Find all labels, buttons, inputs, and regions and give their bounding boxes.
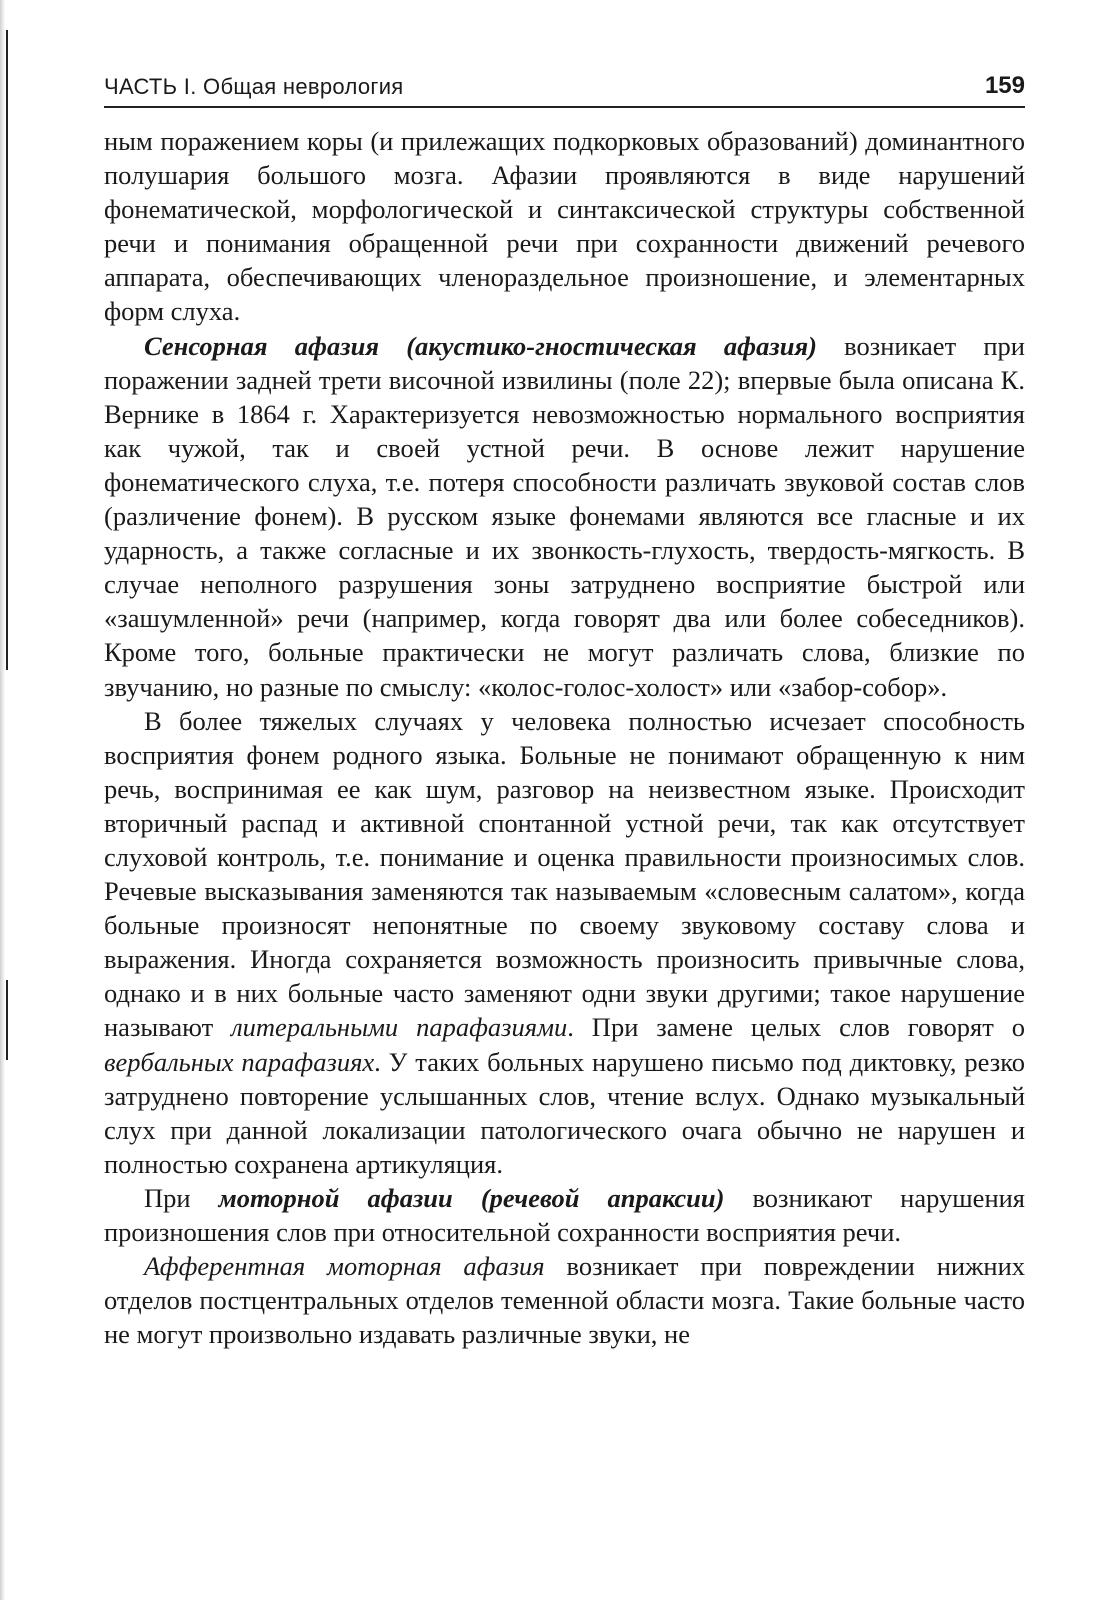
- scan-margin-line: [6, 30, 8, 670]
- term-sensory-aphasia: Сенсорная афазия (акустико-гностическая афазия): [144, 330, 817, 361]
- page-body: [104, 124, 1025, 1351]
- paragraph-continuation: [104, 124, 1025, 329]
- paragraph-afferent-motor-aphasia: [104, 1249, 1025, 1351]
- running-header: [104, 70, 1025, 108]
- header-title: ЧАСТЬ I. Общая неврология: [104, 74, 404, 99]
- paragraph-severe-cases: [104, 704, 1025, 1181]
- page-edge-shadow: [0, 0, 5, 1600]
- paragraph-text: При: [144, 1182, 219, 1213]
- paragraph-text: возникают нарушения произношения слов при относительной сохранности восприятия речи.: [104, 1182, 1025, 1247]
- paragraph-text: возникает при повреждении нижних отделов постцентральных отделов теменной области мозга. Такие больные часто не могут произвольно издавать различные звуки, не: [104, 1251, 1026, 1350]
- paragraph-text: ным поражением коры (и прилежащих подкорковых образований) доминантного полушария большого мозга. Афазии проявляются в виде нарушений фонематической, морфологической и синтаксической структуры собственной речи и понимания обращенной речи при сохранности движений речевого аппарата, обеспечивающих членораздельное произношение, и элементарных форм слуха.: [104, 126, 1025, 327]
- paragraph-text: возникает при поражении задней трети височной извилины (поле 22); впервые была описана К. Вернике в 1864 г. Характеризуется невозможностью нормального восприятия как чужой, так и своей устной речи. В основе лежит нарушение фонематического слуха, т.е. потеря способности различать звуковой состав слов (различение фонем). В русском языке фонемами являются все гласные и их ударность, а также согласные и их звонкость-глухость, твердость-мягкость. В случае неполного разрушения зоны затруднено восприятие быстрой или «зашумленной» речи (например, когда говорят два или более собеседников). Кроме того, больные практически не могут различать слова, близкие по звучанию, но разные по смыслу: «колос-голос-холост» или «забор-собор».: [104, 330, 1025, 702]
- term-literal-paraphasia: литеральными парафазиями: [231, 1012, 568, 1043]
- term-verbal-paraphasia: вербальных парафазиях: [104, 1046, 375, 1077]
- term-afferent-motor-aphasia: Афферентная моторная афазия: [144, 1251, 545, 1282]
- paragraph-sensory-aphasia: [104, 329, 1025, 704]
- paragraph-text: . У таких больных нарушено письмо под диктовку, резко затруднено повторение услышанных слов, чтение вслух. Однако музыкальный слух при данной локализации патологического очага обычно не нарушен и полностью сохранена артикуляция.: [104, 1046, 1025, 1179]
- paragraph-motor-aphasia: [104, 1181, 1025, 1249]
- scan-margin-line-lower: [6, 980, 8, 1060]
- term-motor-aphasia: моторной афазии (речевой апраксии): [218, 1182, 725, 1213]
- page-number: 159: [984, 72, 1025, 99]
- paragraph-text: . При замене целых слов говорят о: [567, 1012, 1025, 1043]
- paragraph-text: В более тяжелых случаях у человека полностью исчезает способность восприятия фонем родного языка. Больные не понимают обращенную к ним речь, воспринимая ее как шум, разговор на неизвестном языке. Происходит вторичный распад и активной спонтанной устной речи, так как отсутствует слуховой контроль, т.е. понимание и оценка правильности произносимых слов. Речевые высказывания заменяются так называемым «словесным салатом», когда больные произносят непонятные по своему звуковому составу слова и выражения. Иногда сохраняется возможность произносить привычные слова, однако и в них больные часто заменяют одни звуки другими; такое нарушение называют: [104, 705, 1025, 1043]
